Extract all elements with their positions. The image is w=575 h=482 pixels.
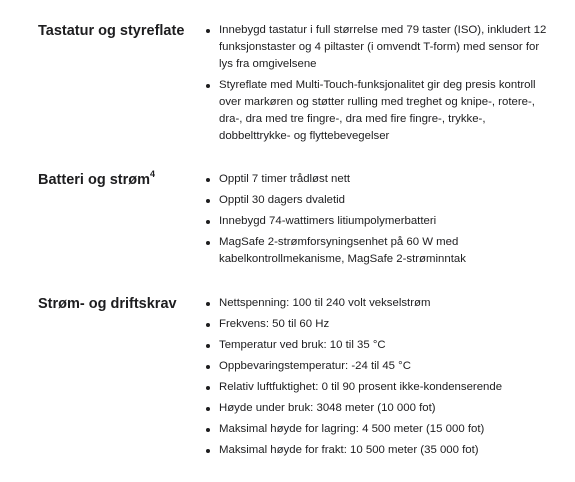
spec-text: Frekvens: 50 til 60 Hz — [219, 318, 330, 330]
bullet-icon — [206, 241, 210, 245]
bullet-icon — [206, 323, 210, 327]
spec-text: Opptil 30 dagers dvaletid — [219, 194, 346, 206]
spec-text: Styreflate med Multi-Touch-funksjonalitet gir deg presis kontroll over markøren og støtter rulling med treghet og knipe-, rotere-, dra-, dra med tre fingre-, dra med fire fingre-, trykke-, dobbelttrykke- og flyttebevegelser — [219, 79, 536, 142]
spec-list-item — [204, 400, 554, 417]
spec-text: Nettspenning: 100 til 240 volt vekselstrøm — [219, 297, 431, 309]
spec-list-item — [204, 295, 554, 312]
spec-text: Maksimal høyde for lagring: 4 500 meter (15 000 fot) — [219, 423, 485, 435]
spec-list — [204, 171, 554, 272]
spec-list-item — [204, 337, 554, 354]
spec-text: Opptil 7 timer trådløst nett — [219, 173, 351, 185]
spec-text: Maksimal høyde for frakt: 10 500 meter (35 000 fot) — [219, 444, 479, 456]
spec-list — [204, 22, 554, 149]
bullet-icon — [206, 29, 210, 33]
bullet-icon — [206, 178, 210, 182]
bullet-icon — [206, 428, 210, 432]
bullet-icon — [206, 84, 210, 88]
section-heading: Tastatur og styreflate — [38, 23, 185, 39]
bullet-icon — [206, 344, 210, 348]
section-heading: Batteri og strøm$^4$ — [38, 169, 156, 188]
spec-text: Innebygd 74-wattimers litiumpolymerbatteri — [219, 215, 437, 227]
bullet-icon — [206, 449, 210, 453]
bullet-icon — [206, 386, 210, 390]
spec-list-item — [204, 358, 554, 375]
bullet-icon — [206, 220, 210, 224]
spec-list-item — [204, 421, 554, 438]
spec-list-item — [204, 379, 554, 396]
bullet-icon — [206, 365, 210, 369]
spec-list-item — [204, 234, 554, 268]
spec-list-item — [204, 192, 554, 209]
spec-list — [204, 295, 554, 463]
spec-text: Oppbevaringstemperatur: -24 til 45 °C — [219, 360, 411, 372]
bullet-icon — [206, 199, 210, 203]
bullet-icon — [206, 407, 210, 411]
spec-text: Høyde under bruk: 3048 meter (10 000 fot) — [219, 402, 436, 414]
spec-list-item — [204, 442, 554, 459]
bullet-icon — [206, 302, 210, 306]
section-heading: Strøm- og driftskrav — [38, 296, 177, 312]
spec-list-item — [204, 77, 554, 145]
spec-list-item — [204, 316, 554, 333]
spec-text: MagSafe 2-strømforsyningsenhet på 60 W med kabelkontrollmekanisme, MagSafe 2-strøminntak — [219, 236, 466, 265]
spec-text: Temperatur ved bruk: 10 til 35 °C — [219, 339, 386, 351]
spec-list-item — [204, 171, 554, 188]
spec-text: Relativ luftfuktighet: 0 til 90 prosent ikke-kondenserende — [219, 381, 503, 393]
spec-list-item — [204, 22, 554, 73]
footnote-marker: 4 — [150, 169, 156, 180]
spec-list-item — [204, 213, 554, 230]
spec-text: Innebygd tastatur i full størrelse med 79 taster (ISO), inkludert 12 funksjonstaster og 4 piltaster (i omvendt T-form) med sensor for lys fra omgivelsene — [219, 24, 547, 70]
